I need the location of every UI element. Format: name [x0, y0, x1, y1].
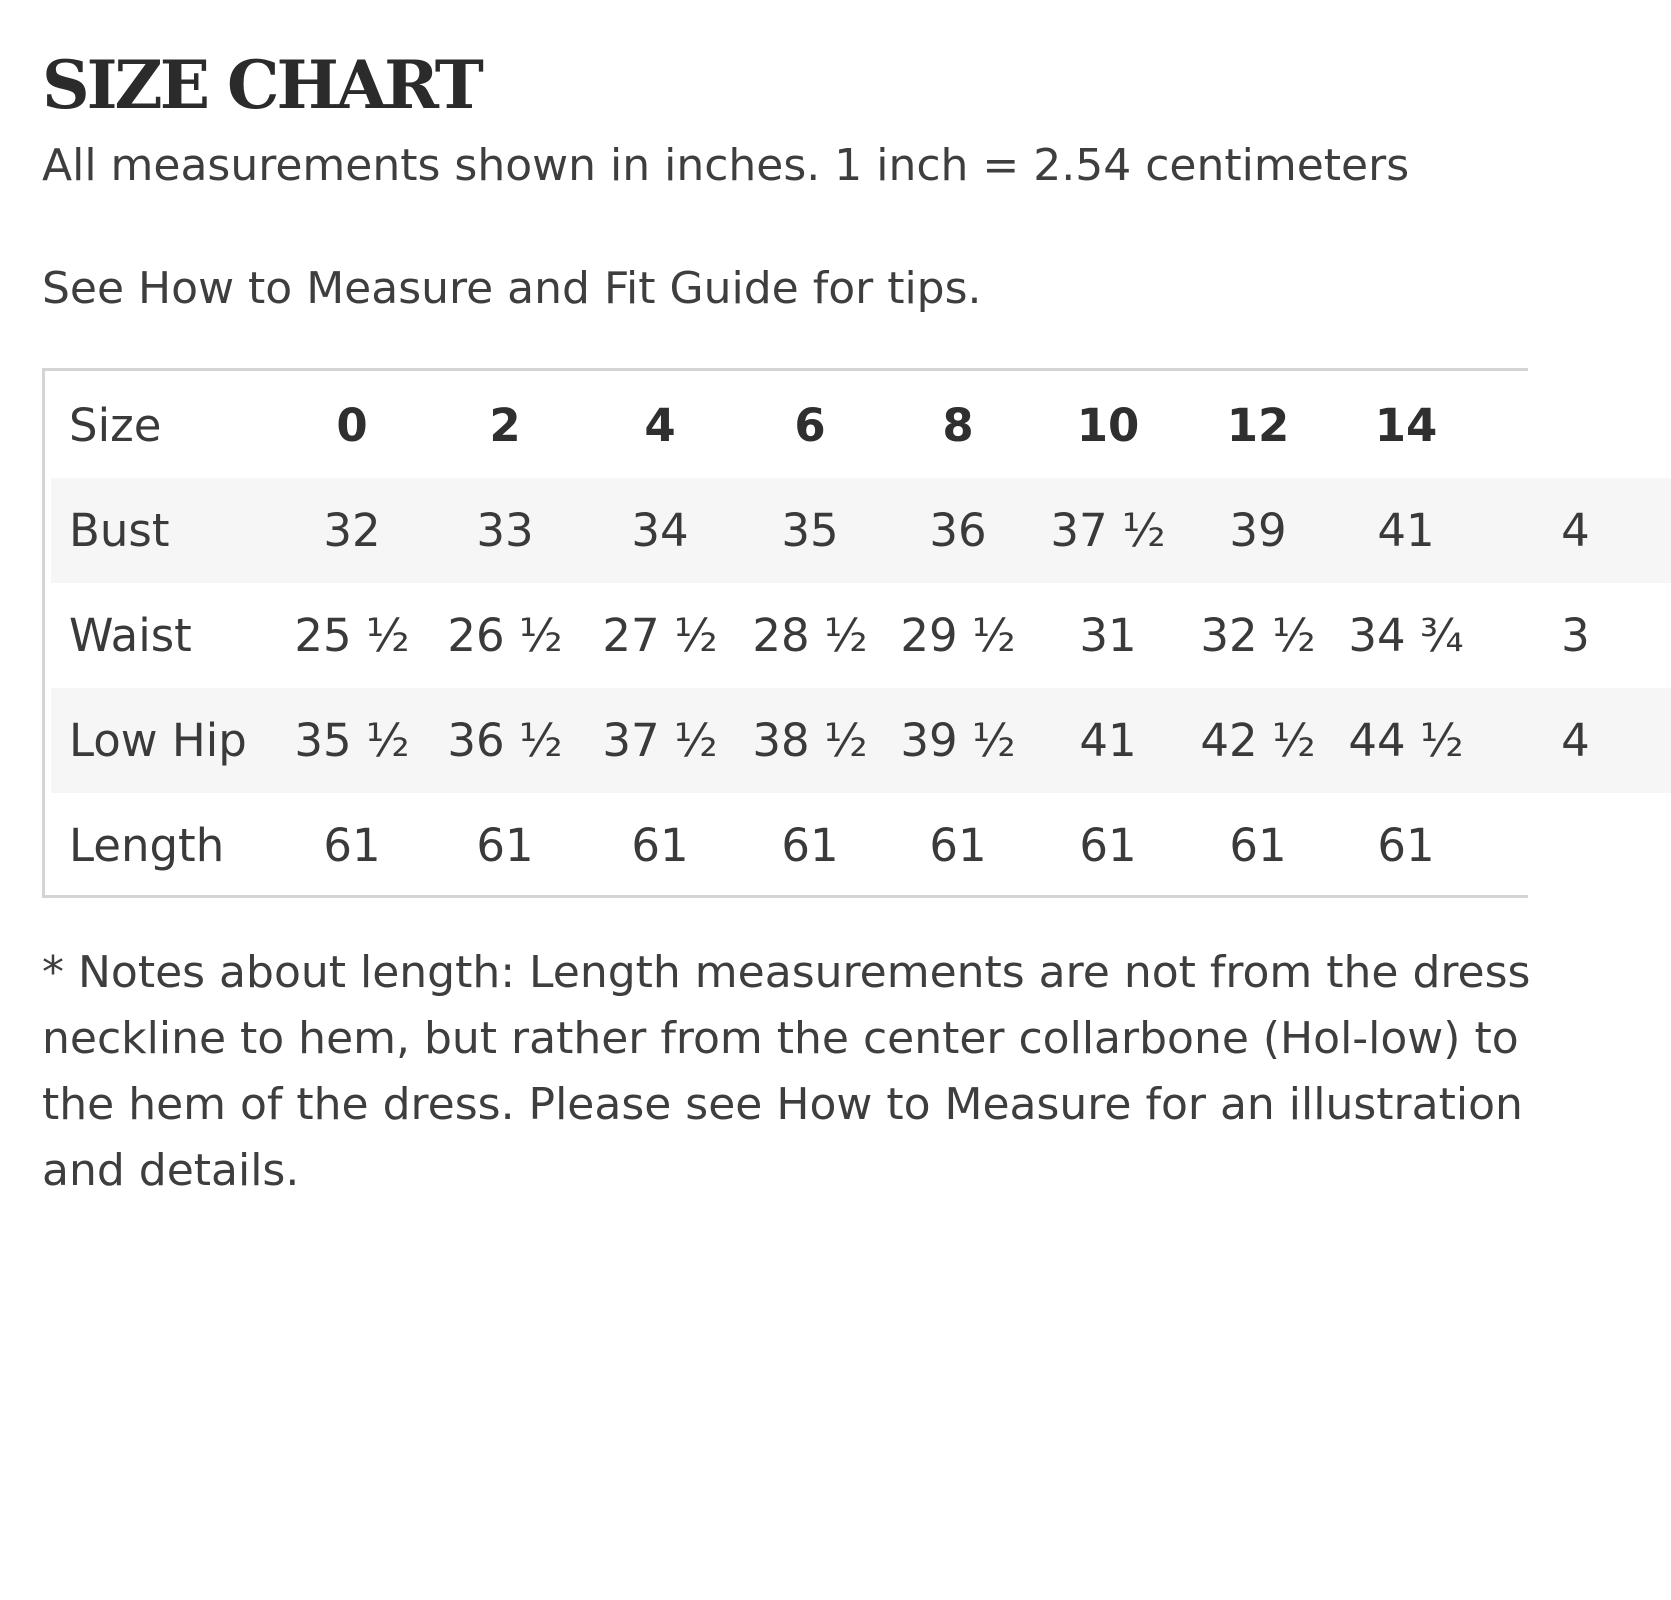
table-cell: 61 — [476, 818, 534, 872]
table-cell: 36 ½ — [426, 688, 584, 793]
table-cell: 35 ½ — [278, 688, 426, 793]
table-cell: 42 ½ — [1184, 688, 1332, 793]
table-cell: 36 — [884, 478, 1032, 583]
row-label-low-hip: Low Hip — [51, 688, 278, 793]
row-label-waist: Waist — [69, 609, 192, 662]
table-cell: 31 — [1079, 609, 1137, 662]
table-cell: 61 — [781, 818, 839, 872]
table-cell: 4 — [1480, 478, 1671, 583]
row-label-length: Length — [69, 818, 225, 872]
size-header-cell: 10 — [1076, 399, 1140, 452]
table-cell: 33 — [426, 478, 584, 583]
table-cell: 61 — [929, 818, 987, 872]
row-label-bust: Bust — [51, 478, 278, 583]
table-row-length — [51, 793, 1671, 897]
table-cell: 25 ½ — [294, 609, 410, 662]
table-cell: 3 — [1561, 609, 1590, 662]
table-row-low-hip — [51, 688, 1671, 793]
table-row-bust — [51, 478, 1671, 583]
table-cell: 61 — [1377, 818, 1435, 872]
table-cell: 34 ¾ — [1348, 609, 1464, 662]
size-chart-table — [51, 373, 1671, 897]
table-cell: 26 ½ — [447, 609, 563, 662]
page-title: SIZE CHART — [42, 46, 481, 124]
table-cell: 61 — [631, 818, 689, 872]
table-cell: 28 ½ — [752, 609, 868, 662]
table-cell: 41 — [1032, 688, 1184, 793]
size-header-cell: 2 — [489, 399, 521, 452]
table-cell: 32 ½ — [1200, 609, 1316, 662]
table-cell: 61 — [1229, 818, 1287, 872]
table-cell: 44 ½ — [1332, 688, 1480, 793]
table-cell — [1480, 793, 1671, 897]
size-header-cell: 14 — [1374, 399, 1438, 452]
size-header-cell: 6 — [794, 399, 826, 452]
table-row-waist — [51, 583, 1671, 688]
size-header-cell — [1480, 373, 1671, 478]
table-cell: 38 ½ — [736, 688, 884, 793]
row-label-size: Size — [69, 399, 162, 452]
length-note: * Notes about length: Length measurements are not from the dress neckline to hem, but rather from the center collarbone (Hol-low) to the hem of the dress. Please see How to Measure for an illustration and details. — [42, 947, 1531, 1196]
table-cell: 41 — [1332, 478, 1480, 583]
table-cell: 27 ½ — [602, 609, 718, 662]
size-header-cell: 8 — [942, 399, 974, 452]
table-cell: 61 — [1079, 818, 1137, 872]
table-cell: 35 — [736, 478, 884, 583]
table-cell: 29 ½ — [900, 609, 1016, 662]
table-cell: 37 ½ — [584, 688, 736, 793]
size-header-cell: 4 — [644, 399, 676, 452]
table-cell: 4 — [1480, 688, 1671, 793]
table-cell: 37 ½ — [1032, 478, 1184, 583]
table-cell: 61 — [323, 818, 381, 872]
table-cell: 39 — [1184, 478, 1332, 583]
fit-guide-note: See How to Measure and Fit Guide for tips. — [42, 263, 982, 314]
table-cell: 34 — [584, 478, 736, 583]
size-chart-table-frame — [42, 368, 1590, 898]
size-header-cell: 12 — [1226, 399, 1290, 452]
table-cell: 32 — [278, 478, 426, 583]
measurement-note: All measurements shown in inches. 1 inch = 2.54 centimeters — [42, 140, 1410, 191]
size-header-cell: 0 — [336, 399, 368, 452]
table-cell: 39 ½ — [884, 688, 1032, 793]
table-row-size — [51, 373, 1671, 478]
